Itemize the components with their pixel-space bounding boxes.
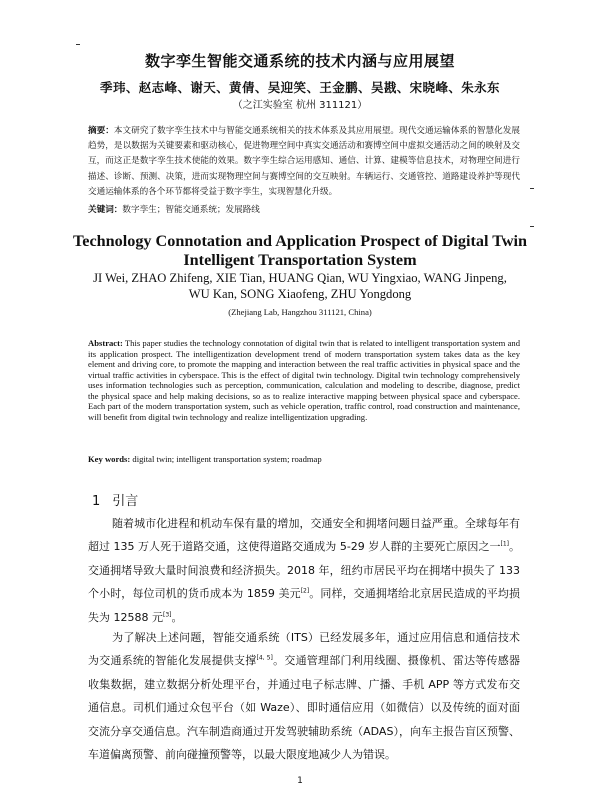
english-abstract-text: This paper studies the technology connotation of digital twin that is related to intelligent transportation system and its application prospect. The intelligentization development trend of modern transportation system takes data as the key element and driving core, to promote the mapping and interaction between the real traffic activities in physical space and the virtual traffic activities in cyberspace. This is the effect of digital twin technology. Digital twin technology comprehensively uses information technologies such as perception, communication, calculation and modeling to describe, diagnose, predict the physical space and help making decisions, so as to realize interactive mapping between physical space and cyberspace. Each part of the modern transportation system, such as vehicle operation, traffic control, road construction and maintenance, will benefit from digital twin technology and realize intelligentization upgrading. <box>88 338 520 422</box>
chinese-abstract-text: 本文研究了数字孪生技术中与智能交通系统相关的技术体系及其应用展望。现代交通运输体系的智慧化发展趋势，是以数据为关键要素和驱动核心，促进物理空间中真实交通活动和赛博空间中虚拟交通活动之间的映射及交互，而这正是数字孪生技术使能的效果。数字孪生综合运用感知、通信、计算、建模等信息技术，对物理空间进行描述、诊断、预测、决策，进而实现物理空间与赛博空间的交互映射。车辆运行、交通管控、道路建设养护等现代交通运输体系的各个环节都将受益于数字孪生，实现智慧化升级。 <box>88 126 520 197</box>
english-keywords <box>88 454 520 464</box>
english-abstract <box>88 338 520 422</box>
page-number: 1 <box>297 776 303 786</box>
chinese-title: 数字孪生智能交通系统的技术内涵与应用展望 <box>144 52 455 70</box>
margin-mark <box>530 226 534 227</box>
english-authors <box>0 270 600 302</box>
paragraph-text: 为了解决上述问题，智能交通系统（ITS）已经发展多年，通过应用信息和通信技术为交通系统的智能化发展提供支撑 <box>88 631 520 668</box>
chinese-keywords-label: 关键词： <box>88 205 123 215</box>
body-paragraph <box>88 512 520 629</box>
english-authors-line: WU Kan, SONG Xiaofeng, ZHU Yongdong <box>188 287 412 301</box>
margin-mark <box>76 44 80 45</box>
chinese-affiliation: （之江实验室 杭州 311121） <box>232 100 368 111</box>
chinese-keywords <box>88 203 520 215</box>
margin-mark <box>530 188 534 189</box>
paragraph-text: 。交通管理部门利用线圈、摄像机、雷达等传感器收集数据，建立数据分析处理平台，并通过电子标志牌、广播、手机 APP 等方式发布交通信息。司机们通过众包平台（如 Waze）、即时通信应用（如微信）以及传统的面对面交流分享交通信息。汽车制造商通过开发驾驶辅助系统（ADAS），向车主报告盲区预警、车道偏离预警、前向碰撞预警等，以最大限度地减少人为错误。 <box>88 654 521 762</box>
citation: [3] <box>163 610 172 618</box>
english-keywords-label: Key words: <box>88 454 131 464</box>
citation: [1] <box>500 540 509 548</box>
chinese-keywords-text: 数字孪生；智能交通系统；发展路线 <box>122 205 260 215</box>
english-keywords-text: digital twin; intelligent transportation system; roadmap <box>130 454 322 464</box>
section-title: 引言 <box>112 494 139 509</box>
english-title-line: Intelligent Transportation System <box>183 251 417 269</box>
citation: [2] <box>300 587 310 595</box>
paragraph-text: 。交通拥堵导致大量时间浪费和经济损失。2018 年，纽约市居民平均在拥堵中损失了 133 个小时，每位司机的货币成本为 1859 美元 <box>88 540 520 601</box>
english-abstract-label: Abstract: <box>88 338 123 348</box>
chinese-authors: 季玮、赵志峰、谢天、黄倩、吴迎笑、王金鹏、吴戡、宋晓峰、朱永东 <box>100 80 500 95</box>
section-number: 1 <box>92 494 101 509</box>
english-authors-line: JI Wei, ZHAO Zhifeng, XIE Tian, HUANG Qian, WU Yingxiao, WANG Jinpeng, <box>93 271 507 285</box>
paragraph-text: 随着城市化进程和机动车保有量的增加，交通安全和拥堵问题日益严重。全球每年有超过 135 万人死于道路交通，这使得道路交通成为 5-29 岁人群的主要死亡原因之一 <box>88 517 520 554</box>
citation: [4, 5] <box>256 654 273 662</box>
paragraph-text: 。 <box>171 610 183 624</box>
english-title-line: Technology Connotation and Application Prospect of Digital Twin <box>72 232 528 250</box>
chinese-abstract-label: 摘要： <box>88 126 114 136</box>
section-heading <box>92 490 138 509</box>
body-paragraph <box>88 626 520 766</box>
paragraph-text: 。同样，交通拥堵给北京居民造成的平均损失为 12588 元 <box>88 587 520 624</box>
chinese-abstract <box>88 124 520 200</box>
english-title <box>0 232 600 270</box>
english-affiliation: (Zhejiang Lab, Hangzhou 311121, China) <box>228 307 372 317</box>
